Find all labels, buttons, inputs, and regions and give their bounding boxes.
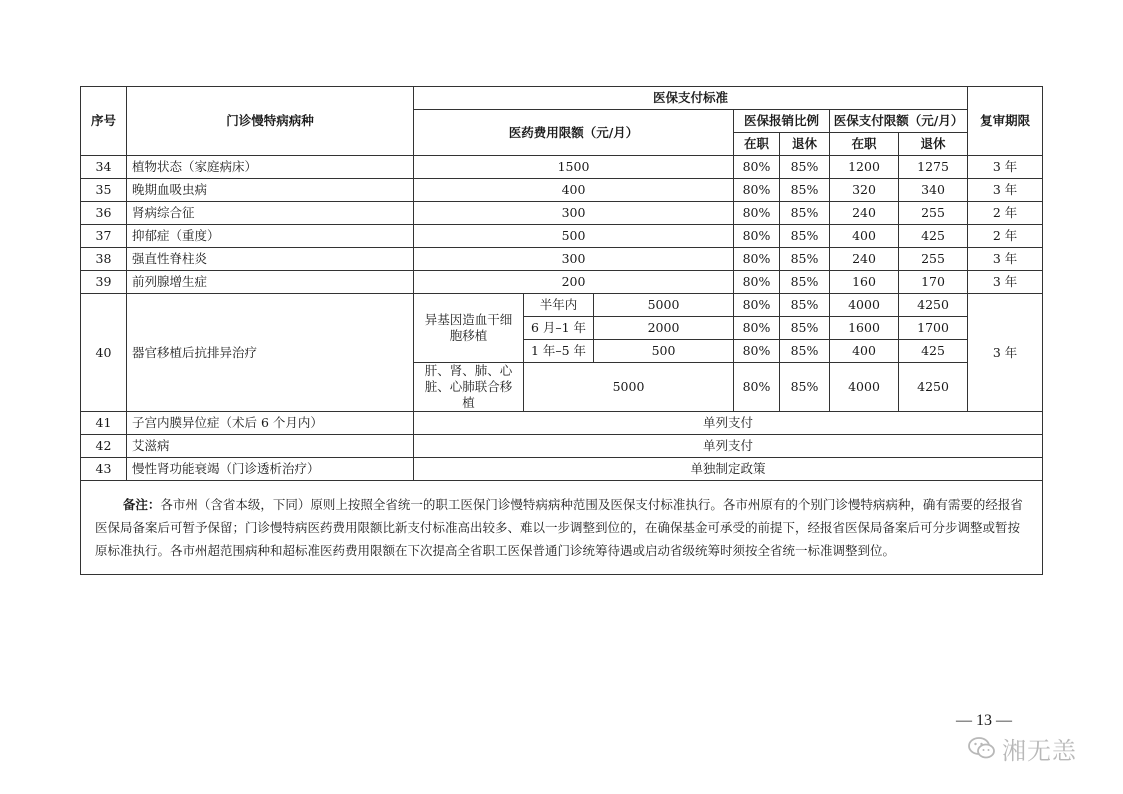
- row-no: 36: [81, 202, 127, 225]
- note-cell: [81, 481, 1043, 575]
- row-ratio-active: 80%: [734, 225, 780, 248]
- note-label: 备注：: [122, 497, 161, 512]
- row-limit: 400: [414, 179, 734, 202]
- row-ratio-retired: 85%: [780, 179, 830, 202]
- row-pay-retired: 255: [899, 248, 968, 271]
- row-name: 前列腺增生症: [127, 271, 414, 294]
- row-review: 2 年: [968, 202, 1043, 225]
- header-ratio: 医保报销比例: [734, 110, 830, 133]
- table-row: [81, 225, 1043, 248]
- table-row: [81, 156, 1043, 179]
- row-review: 3 年: [968, 179, 1043, 202]
- table-row: [81, 179, 1043, 202]
- row-pay-retired: 255: [899, 202, 968, 225]
- header-disease: 门诊慢特病病种: [127, 87, 414, 156]
- row-ratio-active: 80%: [734, 317, 780, 340]
- row-pay-active: 1200: [830, 156, 899, 179]
- row-limit: 1500: [414, 156, 734, 179]
- table-row: [81, 412, 1043, 435]
- row-ratio-retired: 85%: [780, 225, 830, 248]
- row-ratio-active: 80%: [734, 271, 780, 294]
- row-no: 39: [81, 271, 127, 294]
- transplant-period: 6 月–1 年: [524, 317, 594, 340]
- header-ratio-retired: 退休: [780, 133, 830, 156]
- row-no: 35: [81, 179, 127, 202]
- row-pay-active: 400: [830, 340, 899, 363]
- row-review: 3 年: [968, 156, 1043, 179]
- note-row: [81, 481, 1043, 575]
- row-no: 40: [81, 294, 127, 412]
- row-ratio-active: 80%: [734, 179, 780, 202]
- note-text: 各市州（含省本级，下同）原则上按照全省统一的职工医保门诊慢特病病种范围及医保支付标准执行。各市州原有的个别门诊慢特病病种，确有需要的经报省医保局备案后可暂予保留；门诊慢特病医药费用限额比新支付标准高出较多、难以一步调整到位的，在确保基金可承受的前提下，经报省医保局备案后可分步调整或暂按原标准执行。各市州超范围病种和超标准医药费用限额在下次提高全省职工医保普通门诊统筹待遇或启动省级统筹时须按全省统一标准调整到位。: [95, 497, 1023, 558]
- watermark: [968, 731, 1077, 765]
- row-no: 34: [81, 156, 127, 179]
- table-row: [81, 202, 1043, 225]
- row-no: 43: [81, 458, 127, 481]
- row-ratio-retired: 85%: [780, 156, 830, 179]
- row-no: 41: [81, 412, 127, 435]
- row-pay-active: 240: [830, 248, 899, 271]
- row-pay-active: 160: [830, 271, 899, 294]
- row-policy: 单列支付: [414, 435, 1043, 458]
- row-name: 抑郁症（重度）: [127, 225, 414, 248]
- row-name: 器官移植后抗排异治疗: [127, 294, 414, 412]
- row-ratio-active: 80%: [734, 156, 780, 179]
- row-no: 38: [81, 248, 127, 271]
- row-name: 植物状态（家庭病床）: [127, 156, 414, 179]
- header-limit: 医药费用限额（元/月）: [414, 110, 734, 156]
- row-pay-active: 320: [830, 179, 899, 202]
- transplant-limit: 500: [594, 340, 734, 363]
- row-pay-retired: 340: [899, 179, 968, 202]
- row-name: 慢性肾功能衰竭（门诊透析治疗）: [127, 458, 414, 481]
- row-limit: 300: [414, 202, 734, 225]
- row-no: 42: [81, 435, 127, 458]
- transplant-limit: 5000: [524, 363, 734, 412]
- row-pay-retired: 425: [899, 225, 968, 248]
- table-row: [81, 435, 1043, 458]
- header-seq: 序号: [81, 87, 127, 156]
- row-pay-active: 4000: [830, 363, 899, 412]
- medical-insurance-table: [80, 86, 1043, 575]
- row-pay-retired: 425: [899, 340, 968, 363]
- row-limit: 300: [414, 248, 734, 271]
- table-row: [81, 458, 1043, 481]
- header-pay-limit: 医保支付限额（元/月）: [830, 110, 968, 133]
- row-review: 3 年: [968, 248, 1043, 271]
- wechat-icon: [968, 736, 996, 760]
- row-ratio-active: 80%: [734, 363, 780, 412]
- row-name: 肾病综合征: [127, 202, 414, 225]
- row-pay-active: 240: [830, 202, 899, 225]
- row-pay-retired: 1700: [899, 317, 968, 340]
- header-ratio-active: 在职: [734, 133, 780, 156]
- row-ratio-retired: 85%: [780, 248, 830, 271]
- watermark-text: 湘无恙: [1002, 736, 1077, 765]
- row-review: 3 年: [968, 271, 1043, 294]
- row-ratio-active: 80%: [734, 294, 780, 317]
- row-ratio-retired: 85%: [780, 202, 830, 225]
- row-ratio-retired: 85%: [780, 363, 830, 412]
- header-standard: 医保支付标准: [414, 87, 968, 110]
- row-pay-active: 400: [830, 225, 899, 248]
- row-pay-retired: 170: [899, 271, 968, 294]
- transplant-period: 1 年–5 年: [524, 340, 594, 363]
- table-row: [81, 294, 1043, 317]
- row-no: 37: [81, 225, 127, 248]
- row-ratio-retired: 85%: [780, 294, 830, 317]
- row-pay-retired: 4250: [899, 294, 968, 317]
- row-name: 子宫内膜异位症（术后 6 个月内）: [127, 412, 414, 435]
- row-policy: 单列支付: [414, 412, 1043, 435]
- row-ratio-active: 80%: [734, 340, 780, 363]
- row-name: 艾滋病: [127, 435, 414, 458]
- row-name: 强直性脊柱炎: [127, 248, 414, 271]
- table-row: [81, 248, 1043, 271]
- row-ratio-active: 80%: [734, 202, 780, 225]
- table-row: [81, 271, 1043, 294]
- transplant-limit: 5000: [594, 294, 734, 317]
- transplant-group-organ: 肝、肾、肺、心脏、心肺联合移植: [414, 363, 524, 412]
- page-number: — 13 —: [956, 712, 1012, 729]
- row-ratio-active: 80%: [734, 248, 780, 271]
- row-ratio-retired: 85%: [780, 317, 830, 340]
- row-review: 2 年: [968, 225, 1043, 248]
- transplant-limit: 2000: [594, 317, 734, 340]
- row-limit: 200: [414, 271, 734, 294]
- row-review: 3 年: [968, 294, 1043, 412]
- header-pay-active: 在职: [830, 133, 899, 156]
- row-pay-retired: 4250: [899, 363, 968, 412]
- header-review: 复审期限: [968, 87, 1043, 156]
- transplant-group-stem-cell: 异基因造血干细胞移植: [414, 294, 524, 363]
- row-ratio-retired: 85%: [780, 340, 830, 363]
- header-pay-retired: 退休: [899, 133, 968, 156]
- row-pay-active: 1600: [830, 317, 899, 340]
- row-pay-retired: 1275: [899, 156, 968, 179]
- row-ratio-retired: 85%: [780, 271, 830, 294]
- transplant-period: 半年内: [524, 294, 594, 317]
- row-pay-active: 4000: [830, 294, 899, 317]
- row-policy: 单独制定政策: [414, 458, 1043, 481]
- row-limit: 500: [414, 225, 734, 248]
- row-name: 晚期血吸虫病: [127, 179, 414, 202]
